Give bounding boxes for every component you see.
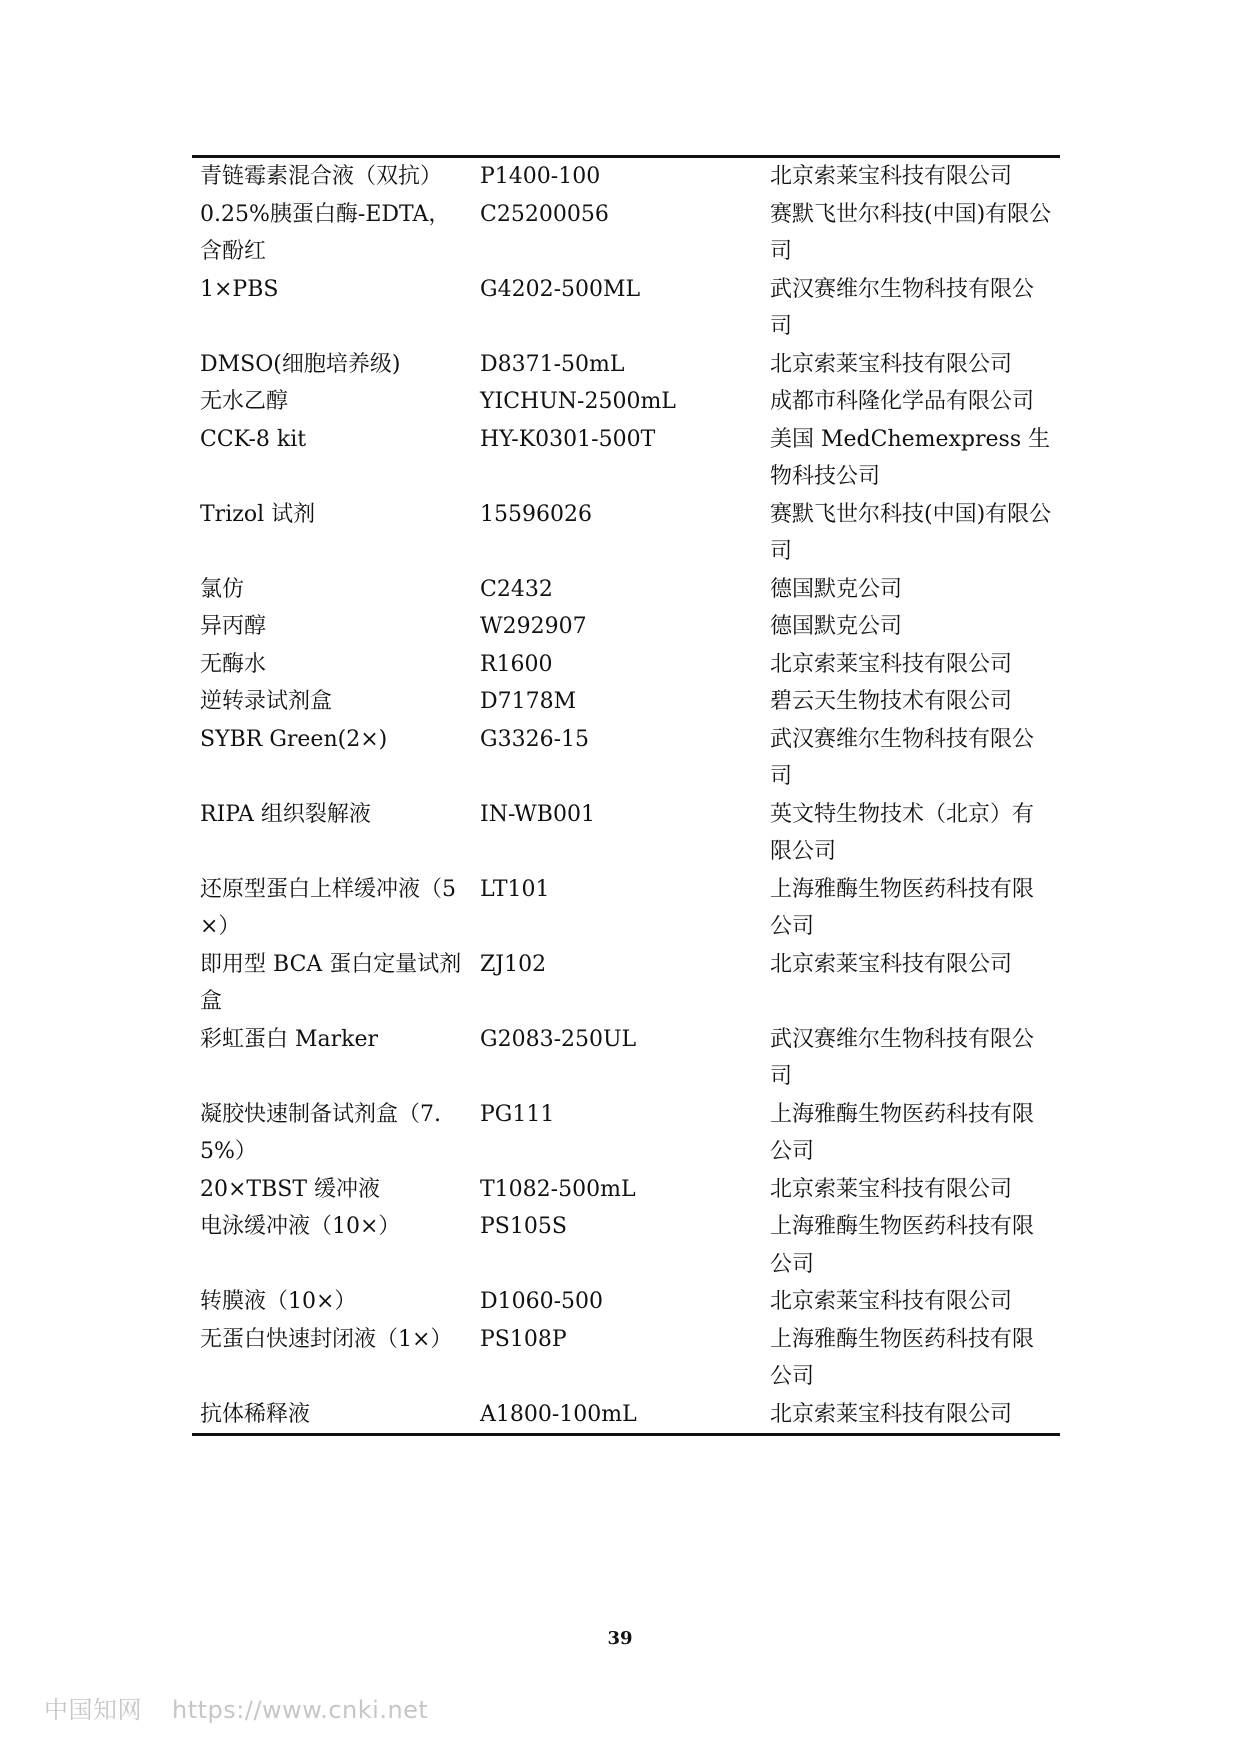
table-row: [192, 1396, 1060, 1434]
catalog-number-cell: PG111: [480, 1101, 555, 1127]
table-row: [192, 721, 1060, 796]
table-row: [192, 1321, 1060, 1396]
reagent-name-cell: Trizol 试剂: [200, 501, 316, 527]
vendor-cell: 赛默飞世尔科技(中国)有限公司: [770, 501, 1052, 564]
catalog-number-cell: D8371-50mL: [480, 351, 625, 377]
catalog-number-cell: A1800-100mL: [480, 1401, 637, 1427]
vendor-cell: 赛默飞世尔科技(中国)有限公司: [770, 201, 1052, 264]
table-row: [192, 571, 1060, 609]
reagent-name-cell: 逆转录试剂盒: [200, 689, 333, 714]
catalog-number-cell: P1400-100: [480, 164, 601, 189]
catalog-number-cell: D1060-500: [480, 1289, 604, 1314]
vendor-cell: 英文特生物技术（北京）有限公司: [770, 801, 1035, 864]
vendor-cell: 美国 MedChemexpress 生物科技公司: [770, 426, 1051, 489]
cnki-watermark: [44, 1690, 428, 1725]
catalog-number-cell: ZJ102: [480, 951, 547, 977]
reagent-name-cell: CCK-8 kit: [200, 426, 307, 452]
vendor-cell: 武汉赛维尔生物科技有限公司: [770, 726, 1035, 789]
catalog-number-cell: G3326-15: [480, 726, 589, 752]
vendor-cell: 上海雅酶生物医药科技有限公司: [770, 1101, 1035, 1164]
catalog-number-cell: PS108P: [480, 1326, 567, 1352]
table-row: [192, 1021, 1060, 1096]
reagent-name-cell: 无酶水: [200, 651, 267, 677]
table-row: [192, 946, 1060, 1021]
vendor-cell: 北京索莱宝科技有限公司: [770, 1289, 1013, 1314]
vendor-cell: 北京索莱宝科技有限公司: [770, 651, 1013, 677]
vendor-cell: 武汉赛维尔生物科技有限公司: [770, 276, 1035, 339]
reagent-table: [192, 158, 1060, 1433]
vendor-cell: 北京索莱宝科技有限公司: [770, 1401, 1013, 1427]
vendor-cell: 北京索莱宝科技有限公司: [770, 1176, 1013, 1202]
catalog-number-cell: W292907: [480, 614, 587, 639]
reagent-name-cell: RIPA 组织裂解液: [200, 801, 371, 827]
reagent-name-cell: 抗体稀释液: [200, 1401, 311, 1427]
table-row: [192, 796, 1060, 871]
vendor-cell: 成都市科隆化学品有限公司: [770, 389, 1035, 414]
catalog-number-cell: LT101: [480, 876, 550, 902]
table-row: [192, 871, 1060, 946]
reagent-name-cell: 20×TBST 缓冲液: [200, 1176, 381, 1202]
reagent-name-cell: 即用型 BCA 蛋白定量试剂盒: [200, 951, 462, 1014]
table-row: [192, 196, 1060, 271]
reagent-name-cell: 青链霉素混合液（双抗）: [200, 164, 443, 189]
table-row: [192, 158, 1060, 196]
catalog-number-cell: D7178M: [480, 689, 577, 714]
reagent-name-cell: SYBR Green(2×): [200, 726, 388, 752]
vendor-cell: 北京索莱宝科技有限公司: [770, 351, 1013, 377]
vendor-cell: 上海雅酶生物医药科技有限公司: [770, 1214, 1035, 1277]
table-row: [192, 646, 1060, 684]
reagent-name-cell: 1×PBS: [200, 276, 279, 302]
table-row: [192, 1096, 1060, 1171]
vendor-cell: 德国默克公司: [770, 576, 903, 602]
catalog-number-cell: G4202-500ML: [480, 276, 641, 302]
table-row: [192, 683, 1060, 721]
catalog-number-cell: R1600: [480, 651, 553, 677]
reagent-name-cell: 氯仿: [200, 576, 245, 602]
reagent-name-cell: DMSO(细胞培养级): [200, 351, 401, 377]
vendor-cell: 碧云天生物技术有限公司: [770, 689, 1013, 714]
reagent-name-cell: 转膜液（10×）: [200, 1289, 357, 1314]
page-number: 39: [607, 1628, 633, 1649]
catalog-number-cell: C25200056: [480, 201, 609, 227]
vendor-cell: 上海雅酶生物医药科技有限公司: [770, 1326, 1035, 1389]
reagent-name-cell: 异丙醇: [200, 614, 267, 639]
catalog-number-cell: C2432: [480, 576, 553, 602]
reagent-table-container: [192, 155, 1060, 1436]
catalog-number-cell: IN-WB001: [480, 801, 595, 827]
vendor-cell: 北京索莱宝科技有限公司: [770, 951, 1013, 977]
reagent-name-cell: 彩虹蛋白 Marker: [200, 1026, 379, 1052]
reagent-name-cell: 无蛋白快速封闭液（1×）: [200, 1326, 453, 1352]
catalog-number-cell: 15596026: [480, 501, 592, 527]
catalog-number-cell: YICHUN-2500mL: [480, 389, 676, 414]
table-row: [192, 271, 1060, 346]
catalog-number-cell: T1082-500mL: [480, 1176, 636, 1202]
reagent-name-cell: 0.25%胰蛋白酶-EDTA，含酚红: [200, 201, 451, 264]
reagent-name-cell: 电泳缓冲液（10×）: [200, 1214, 401, 1239]
reagent-name-cell: 还原型蛋白上样缓冲液（5×）: [200, 876, 456, 939]
vendor-cell: 德国默克公司: [770, 614, 903, 639]
table-row: [192, 1171, 1060, 1209]
vendor-cell: 上海雅酶生物医药科技有限公司: [770, 876, 1035, 939]
watermark-url: https://www.cnki.net: [172, 1696, 429, 1724]
table-row: [192, 1283, 1060, 1321]
table-row: [192, 421, 1060, 496]
reagent-table-body: [192, 158, 1060, 1433]
catalog-number-cell: G2083-250UL: [480, 1026, 637, 1052]
table-row: [192, 608, 1060, 646]
table-row: [192, 496, 1060, 571]
table-bottom-rule: [192, 1433, 1060, 1436]
table-row: [192, 1208, 1060, 1283]
catalog-number-cell: HY-K0301-500T: [480, 426, 656, 452]
watermark-brand: 中国知网: [44, 1696, 142, 1724]
reagent-name-cell: 无水乙醇: [200, 389, 289, 414]
catalog-number-cell: PS105S: [480, 1214, 567, 1239]
reagent-name-cell: 凝胶快速制备试剂盒（7.5%）: [200, 1101, 441, 1164]
table-row: [192, 383, 1060, 421]
vendor-cell: 武汉赛维尔生物科技有限公司: [770, 1026, 1035, 1089]
vendor-cell: 北京索莱宝科技有限公司: [770, 164, 1013, 189]
table-row: [192, 346, 1060, 384]
